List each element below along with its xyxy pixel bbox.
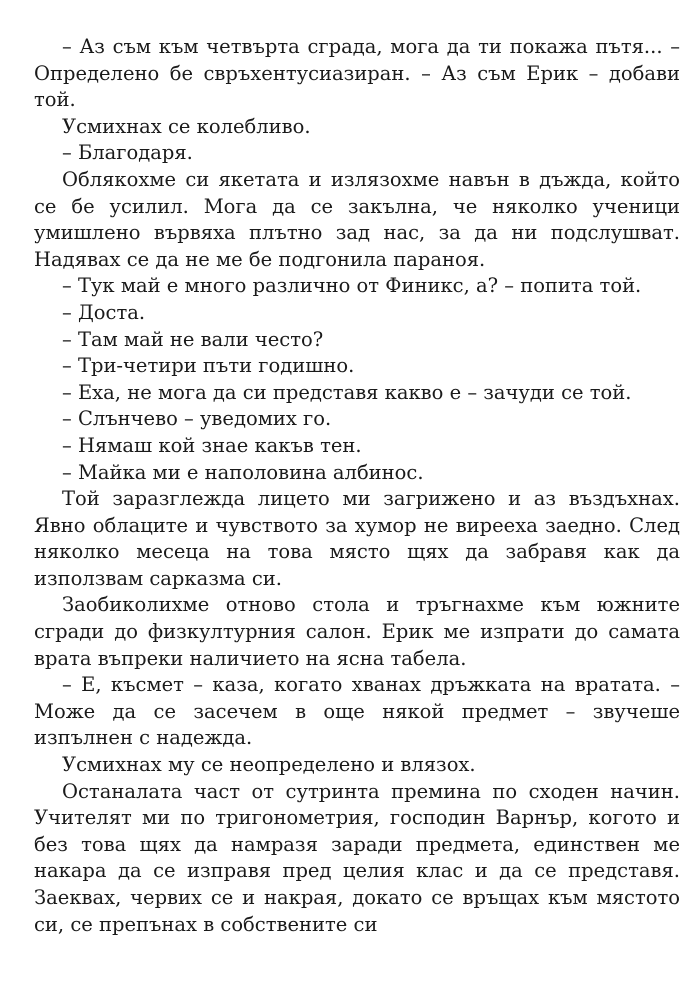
paragraph-14: Заобиколихме отново стола и тръгнахме към южните сгради до физкултурния салон. Ерик ме изпрати до самата врата въпреки наличието на ясна табела.: [34, 593, 680, 670]
paragraph-1: – Аз съм към четвърта сграда, мога да ти покажа пътя... – Определено бе свръхентусиазиран. – Аз съм Ерик – добави той.: [34, 35, 680, 112]
paragraph-17: Останалата част от сутринта премина по сходен начин. Учителят ми по тригонометрия, господин Варнър, когото и без това щях да намразя заради предмета, единствен ме накара да се изправя пред целия клас и да се представя. Заеквах, червих се и накрая, докато се връщах към мястото си, се препънах в собствените си: [34, 779, 680, 936]
paragraph-13: Той заразглежда лицето ми загрижено и аз въздъхнах. Явно облаците и чувството за хумор не вирееха заедно. След няколко месеца на това място щях да забравя как да използвам сарказма си.: [34, 487, 680, 590]
paragraph-15: – Е, късмет – каза, когато хванах дръжката на вратата. – Може да се засечем в още някой предмет – звучеше изпълнен с надежда.: [34, 673, 680, 750]
paragraph-3: – Благодаря.: [62, 141, 193, 165]
page-text: [34, 34, 680, 938]
paragraph-10: – Слънчево – уведомих го.: [62, 407, 332, 431]
paragraph-9: – Еха, не мога да си представя какво е – зачуди се той.: [62, 380, 632, 404]
paragraph-7: – Там май не вали често?: [62, 327, 324, 351]
paragraph-2: Усмихнах се колебливо.: [62, 114, 311, 138]
paragraph-12: – Майка ми е наполовина албинос.: [62, 460, 424, 484]
paragraph-16: Усмихнах му се неопределено и влязох.: [62, 753, 476, 777]
paragraph-11: – Нямаш кой знае какъв тен.: [62, 433, 362, 457]
paragraph-5: – Тук май е много различно от Финикс, а? – попита той.: [62, 274, 642, 298]
paragraph-4: Облякохме си якетата и излязохме навън в дъжда, който се бе усилил. Мога да се закълна, че няколко ученици умишлено вървяха плътно зад нас, за да ни подслушват. Надявах се да не ме бе подгонила параноя.: [34, 167, 680, 271]
paragraph-8: – Три-четири пъти годишно.: [62, 354, 355, 378]
paragraph-6: – Доста.: [62, 300, 146, 324]
